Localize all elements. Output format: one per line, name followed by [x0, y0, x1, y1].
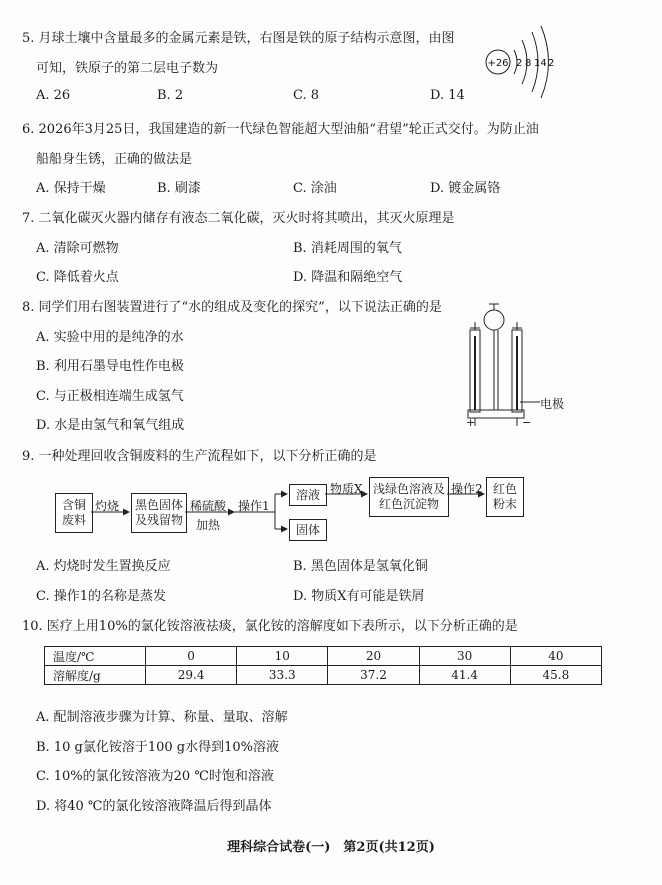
flow-box-solution: 溶液: [289, 484, 327, 506]
negative-terminal-label: −: [522, 416, 532, 429]
q5-option-a: A. 26: [36, 88, 71, 103]
q5-stem-line2: 可知，铁原子的第二层电子数为: [36, 61, 219, 76]
flow-arrow2-label-top: 稀硫酸: [190, 499, 227, 513]
flow-arrow3-label: 操作1: [238, 499, 270, 513]
flow-arrow5-label: 操作2: [451, 482, 483, 496]
atom-shell-1: 2: [516, 58, 523, 69]
flow-box-green-solution: 浅绿色溶液及 红色沉淀物: [369, 477, 449, 517]
electrode-label: 电极: [540, 397, 565, 411]
table-cell: 29.4: [146, 666, 237, 685]
q10-option-a: A. 配制溶液步骤为计算、称量、量取、溶解: [36, 710, 288, 725]
table-row-temperature: [45, 647, 602, 666]
atom-shell-3: 14: [534, 58, 547, 69]
table-cell: 0: [146, 647, 237, 666]
q10-option-d: D. 将40 ℃的氯化铵溶液降温后得到晶体: [36, 799, 272, 814]
table-cell: 30: [419, 647, 510, 666]
table-cell: 45.8: [510, 666, 601, 685]
q8-option-d: D. 水是由氢气和氧气组成: [36, 418, 185, 433]
table-header-solubility: 溶解度/g: [45, 666, 146, 685]
table-row-solubility: [45, 666, 602, 685]
table-cell: 37.2: [328, 666, 419, 685]
flow-arrow4-label: 物质X: [330, 482, 363, 496]
q8-option-b: B. 利用石墨导电性作电极: [36, 359, 184, 374]
flow-arrow2-label-bottom: 加热: [196, 518, 221, 532]
q10-option-c: C. 10%的氯化铵溶液为20 ℃时饱和溶液: [36, 769, 274, 784]
q5-option-c: C. 8: [293, 88, 320, 103]
page-footer: 理科综合试卷(一) 第2页(共12页): [227, 840, 435, 855]
table-cell: 41.4: [419, 666, 510, 685]
q10-stem: 10. 医疗上用10%的氯化铵溶液祛痰，氯化铵的溶解度如下表所示，以下分析正确的是: [22, 619, 518, 634]
q7-option-b: B. 消耗周围的氧气: [293, 241, 402, 256]
q5-stem-line1: 5. 月球土壤中含量最多的金属元素是铁，右图是铁的原子结构示意图，由图: [22, 31, 455, 46]
q6-stem-line1: 6. 2026年3月25日，我国建造的新一代绿色智能超大型油船“君望”轮正式交付。为防止油: [22, 122, 539, 137]
flow-arrow1-label: 灼烧: [95, 499, 120, 513]
q6-option-b: B. 刷漆: [157, 181, 201, 196]
q8-option-c: C. 与正极相连端生成氢气: [36, 389, 184, 404]
q7-option-c: C. 降低着火点: [36, 270, 119, 285]
q5-option-d: D. 14: [430, 88, 465, 103]
flow-box-black-solid: 黑色固体 及残留物: [131, 493, 187, 533]
q6-stem-line2: 船船身生锈，正确的做法是: [36, 152, 193, 167]
q8-stem: 8. 同学们用右图装置进行了“水的组成及变化的探究”，以下说法正确的是: [22, 300, 442, 315]
q7-option-d: D. 降温和隔绝空气: [293, 270, 403, 285]
table-cell: 20: [328, 647, 419, 666]
flow-box-solid: 固体: [289, 519, 327, 541]
q6-option-d: D. 镀金属铬: [430, 181, 501, 196]
table-cell: 33.3: [237, 666, 328, 685]
table-header-temperature: 温度/℃: [45, 647, 146, 666]
table-cell: 10: [237, 647, 328, 666]
q9-option-a: A. 灼烧时发生置换反应: [36, 559, 171, 574]
q6-option-c: C. 涂油: [293, 181, 337, 196]
q7-stem: 7. 二氧化碳灭火器内储存有液态二氧化碳，灭火时将其喷出，其灭火原理是: [22, 211, 455, 226]
flow-box-copper-waste: 含铜 废料: [55, 493, 93, 533]
q6-option-a: A. 保持干燥: [36, 181, 106, 196]
q9-option-d: D. 物质X有可能是铁屑: [293, 589, 425, 604]
q9-option-c: C. 操作1的名称是蒸发: [36, 589, 167, 604]
q9-option-b: B. 黑色固体是氢氧化铜: [293, 559, 428, 574]
atom-shell-4: 2: [548, 58, 555, 69]
positive-terminal-label: +: [466, 416, 476, 429]
q7-option-a: A. 清除可燃物: [36, 241, 119, 256]
table-cell: 40: [510, 647, 601, 666]
q10-option-b: B. 10 g氯化铵溶于100 g水得到10%溶液: [36, 740, 279, 755]
q5-option-b: B. 2: [157, 88, 184, 103]
flow-box-red-powder: 红色 粉末: [486, 477, 524, 517]
atom-shell-2: 8: [525, 58, 532, 69]
q8-option-a: A. 实验中用的是纯净的水: [36, 330, 184, 345]
atom-nucleus-label: +26: [487, 58, 509, 69]
solubility-table: [44, 646, 602, 685]
q9-stem: 9. 一种处理回收含铜废料的生产流程如下，以下分析正确的是: [22, 449, 377, 464]
